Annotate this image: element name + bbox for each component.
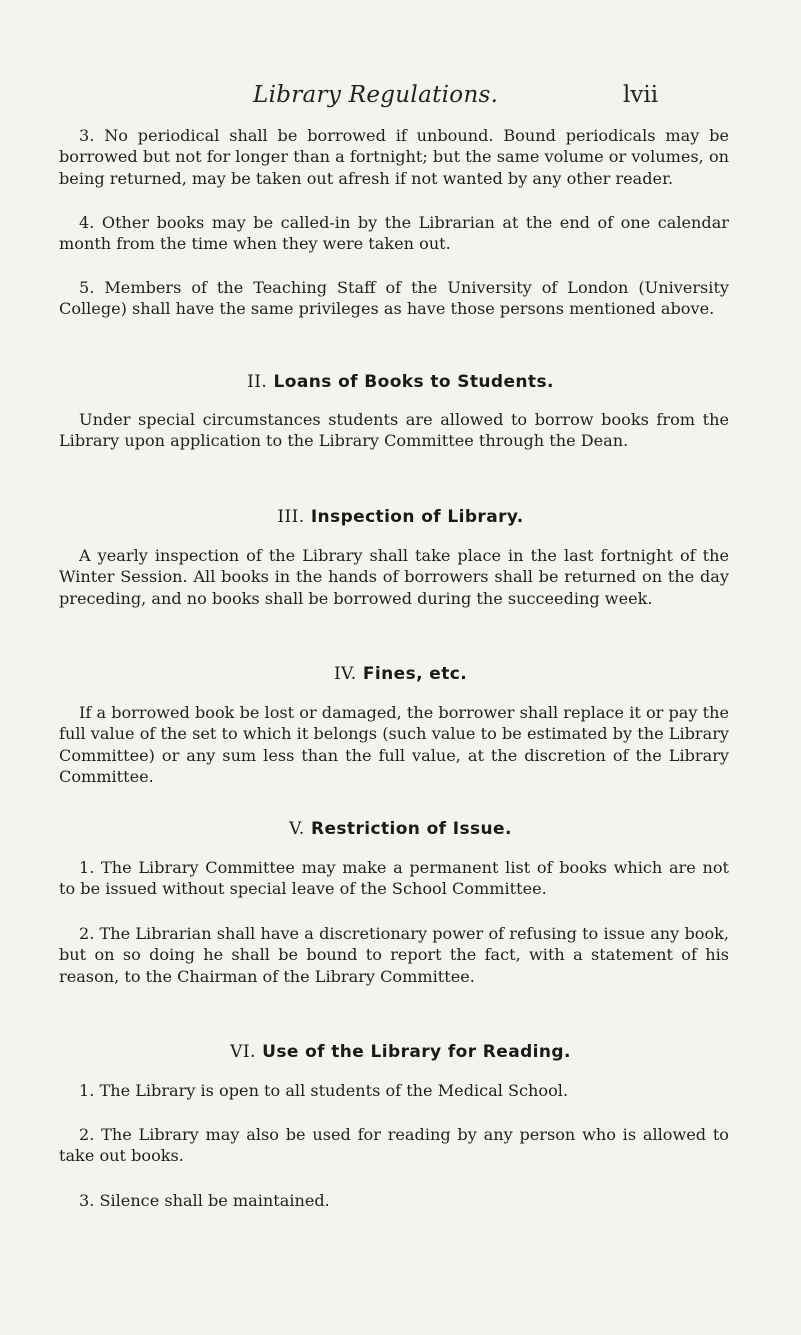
restriction-item-1 bbox=[59, 857, 729, 900]
list-item: 2. The Library may also be used for reading by any person who is allowed to take out books. bbox=[59, 1125, 729, 1166]
paragraph: 4. Other books may be called-in by the Librarian at the end of one calendar month from the time when they were taken out. bbox=[59, 213, 729, 254]
list-item: 2. The Librarian shall have a discretionary power of refusing to issue any book, but on so doing he shall be bound to report the fact, with a statement of his reason, to the Chairman of the Library Committee. bbox=[59, 924, 729, 986]
paragraph: 3. No periodical shall be borrowed if unbound. Bound periodicals may be borrowed but not for longer than a fortnight; but the same volume or volumes, on being returned, may be taken out afresh if not wanted by any other reader. bbox=[59, 126, 729, 188]
section-title: Loans of Books to Students. bbox=[273, 372, 554, 392]
restriction-item-2 bbox=[59, 923, 729, 987]
running-head bbox=[0, 80, 801, 120]
paragraph: Under special circumstances students are allowed to borrow books from the Library upon application to the Library Committee through the Dean. bbox=[59, 410, 729, 451]
section-title: Use of the Library for Reading. bbox=[262, 1042, 571, 1062]
section-title: Fines, etc. bbox=[362, 664, 468, 684]
reading-item-3 bbox=[59, 1190, 729, 1211]
section-body-inspection bbox=[59, 545, 729, 609]
section-heading-fines bbox=[0, 663, 801, 685]
section-numeral: III. bbox=[277, 507, 305, 527]
page-number: lvii bbox=[623, 82, 659, 108]
regulation-3 bbox=[59, 125, 729, 189]
section-heading-reading bbox=[0, 1041, 801, 1063]
regulation-4 bbox=[59, 212, 729, 255]
section-title: Restriction of Issue. bbox=[310, 819, 512, 839]
regulation-5 bbox=[59, 277, 729, 320]
running-title: Library Regulations. bbox=[253, 82, 499, 108]
list-item: 1. The Library Committee may make a permanent list of books which are not to be issued without special leave of the School Committee. bbox=[59, 858, 729, 899]
section-heading-inspection bbox=[0, 506, 801, 528]
section-numeral: IV. bbox=[333, 664, 357, 684]
section-body-loans bbox=[59, 409, 729, 452]
paragraph: A yearly inspection of the Library shall take place in the last fortnight of the Winter Session. All books in the hands of borrowers shall be returned on the day preceding, and no books shall be borrowed during the succeeding week. bbox=[59, 546, 729, 608]
paragraph: 5. Members of the Teaching Staff of the University of London (University College) shall have the same privileges as have those persons mentioned above. bbox=[59, 278, 729, 319]
section-title: Inspection of Library. bbox=[310, 507, 524, 527]
section-numeral: VI. bbox=[230, 1042, 256, 1062]
reading-item-2 bbox=[59, 1124, 729, 1167]
section-numeral: V. bbox=[289, 819, 305, 839]
section-heading-restriction bbox=[0, 818, 801, 840]
reading-item-1 bbox=[59, 1080, 729, 1101]
section-heading-loans bbox=[0, 371, 801, 393]
section-body-fines bbox=[59, 702, 729, 787]
paragraph: If a borrowed book be lost or damaged, the borrower shall replace it or pay the full value of the set to which it belongs (such value to be estimated by the Library Committee) or any sum less than the full value, at the discretion of the Library Committee. bbox=[59, 703, 729, 786]
section-numeral: II. bbox=[247, 372, 268, 392]
list-item: 1. The Library is open to all students of the Medical School. bbox=[79, 1081, 569, 1100]
list-item: 3. Silence shall be maintained. bbox=[79, 1191, 330, 1210]
